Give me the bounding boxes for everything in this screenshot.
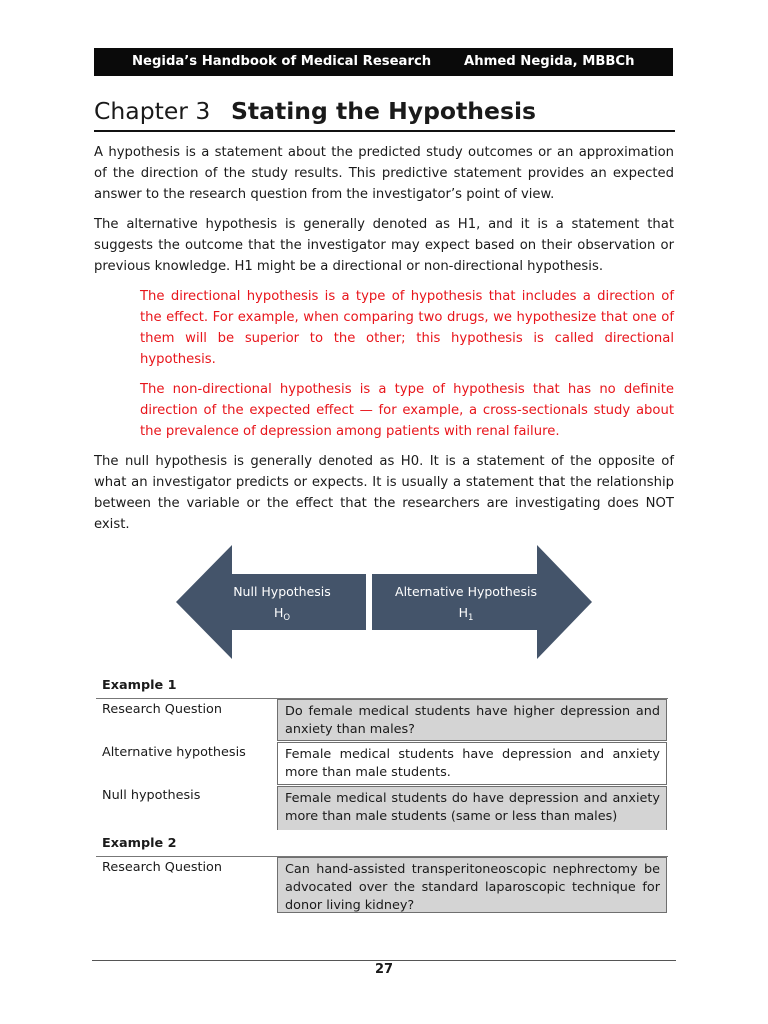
alternative-hypothesis-label: Alternative Hypothesis [395, 584, 537, 599]
author-name: Ahmed Negida, MBBCh [464, 54, 635, 69]
example-1-title: Example 1 [102, 678, 177, 693]
book-title: Negida’s Handbook of Medical Research [132, 54, 432, 69]
example-2-research-question-cell: Can hand-assisted transperitoneoscopic nephrectomy be advocated over the standard laparoscopic technique for donor living kidney? [277, 857, 667, 913]
null-hypothesis-label: Null Hypothesis [233, 584, 331, 599]
paragraph-null-hypothesis: The null hypothesis is generally denoted as H0. It is a statement of the opposite of what an investigator predicts or expects. It is usually a statement that the relationship between the variable or the effect that the researchers are investigating does NOT exist. [94, 454, 674, 532]
paragraph-alternative-hypothesis: The alternative hypothesis is generally denoted as H1, and it is a statement that suggests the outcome that the investigator may expect based on their observation or previous knowledge. H1 might be a directional or non-directional hypothesis. [94, 217, 674, 274]
paragraph-hypothesis-definition: A hypothesis is a statement about the predicted study outcomes or an approximation of the direction of the study results. This predictive statement provides an expected answer to the research question from the investigator’s point of view. [94, 145, 674, 202]
paragraph-non-directional-hypothesis: The non-directional hypothesis is a type of hypothesis that has no definite direction of the expected effect — for example, a cross-sectionals study about the prevalence of depression among patients with renal failure. [140, 382, 674, 439]
example-1-row-label-alternative-hypothesis: Alternative hypothesis [102, 745, 246, 760]
footer-rule [92, 960, 676, 961]
example-1-research-question-cell: Do female medical students have higher depression and anxiety than males? [277, 699, 667, 741]
null-hypothesis-arrow [176, 545, 366, 659]
paragraph-directional-hypothesis: The directional hypothesis is a type of hypothesis that includes a direction of the effect. For example, when comparing two drugs, we hypothesize that one of them will be superior to the other; this hypothesis is called directional hypothesis. [140, 289, 674, 367]
example-1-row-label-research-question: Research Question [102, 702, 223, 717]
chapter-number: Chapter 3 [94, 97, 211, 125]
example-1-alternative-hypothesis-cell: Female medical students have depression and anxiety more than male students. [277, 742, 667, 785]
example-2-row-label-research-question: Research Question [102, 860, 223, 875]
chapter-title: Stating the Hypothesis [231, 97, 537, 125]
example-1-row-label-null-hypothesis: Null hypothesis [102, 788, 201, 803]
example-1-null-hypothesis-cell: Female medical students do have depression and anxiety more than male students (same or less than males) [277, 786, 667, 830]
alternative-hypothesis-symbol: $H_1$ [458, 605, 474, 623]
chapter-heading [94, 96, 675, 132]
alternative-hypothesis-arrow [372, 545, 592, 659]
null-hypothesis-symbol: $H_O$ [273, 605, 291, 623]
running-header [94, 48, 673, 76]
hypothesis-arrows-diagram [176, 545, 592, 659]
example-2-title: Example 2 [102, 836, 177, 851]
page-number: 27 [374, 962, 394, 977]
